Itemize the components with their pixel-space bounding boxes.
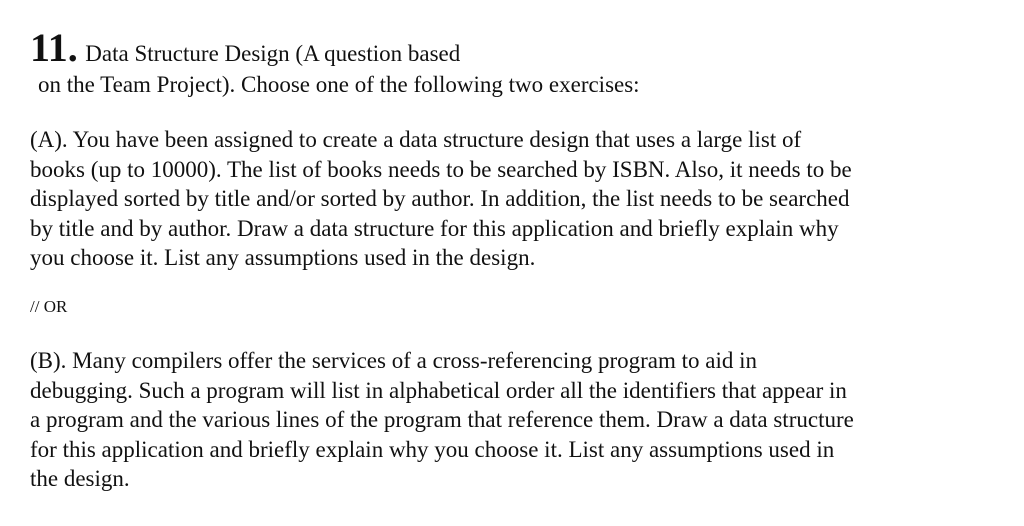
option-a-line: by title and by author. Draw a data structure for this application and briefly explain why	[30, 215, 839, 241]
option-b-line: the design.	[30, 466, 130, 491]
option-b-line: for this application and briefly explain why you choose it. List any assumptions used in	[30, 436, 835, 462]
option-a-line: books (up to 10000). The list of books needs to be searched by ISBN. Also, it needs to be	[30, 156, 852, 182]
question-title: Data Structure Design (A question based	[85, 41, 461, 66]
option-a-line: (A). You have been assigned to create a data structure design that uses a large list of	[30, 127, 802, 152]
question-heading	[30, 25, 461, 74]
question-number: 11.	[30, 25, 78, 70]
option-b-paragraph	[30, 346, 990, 494]
option-b-line: (B). Many compilers offer the services of a cross-referencing program to aid in	[30, 348, 758, 373]
option-b-line: debugging. Such a program will list in alphabetical order all the identifiers that appear in	[30, 377, 847, 403]
option-a-paragraph	[30, 125, 990, 273]
or-separator: // OR	[30, 297, 68, 316]
question-subtitle: on the Team Project). Choose one of the following two exercises:	[38, 72, 640, 97]
option-a-line: displayed sorted by title and/or sorted by author. In addition, the list needs to be searched	[30, 186, 850, 211]
option-b-line: a program and the various lines of the program that reference them. Draw a data structure	[30, 407, 854, 432]
option-a-line: you choose it. List any assumptions used in the design.	[30, 245, 536, 270]
